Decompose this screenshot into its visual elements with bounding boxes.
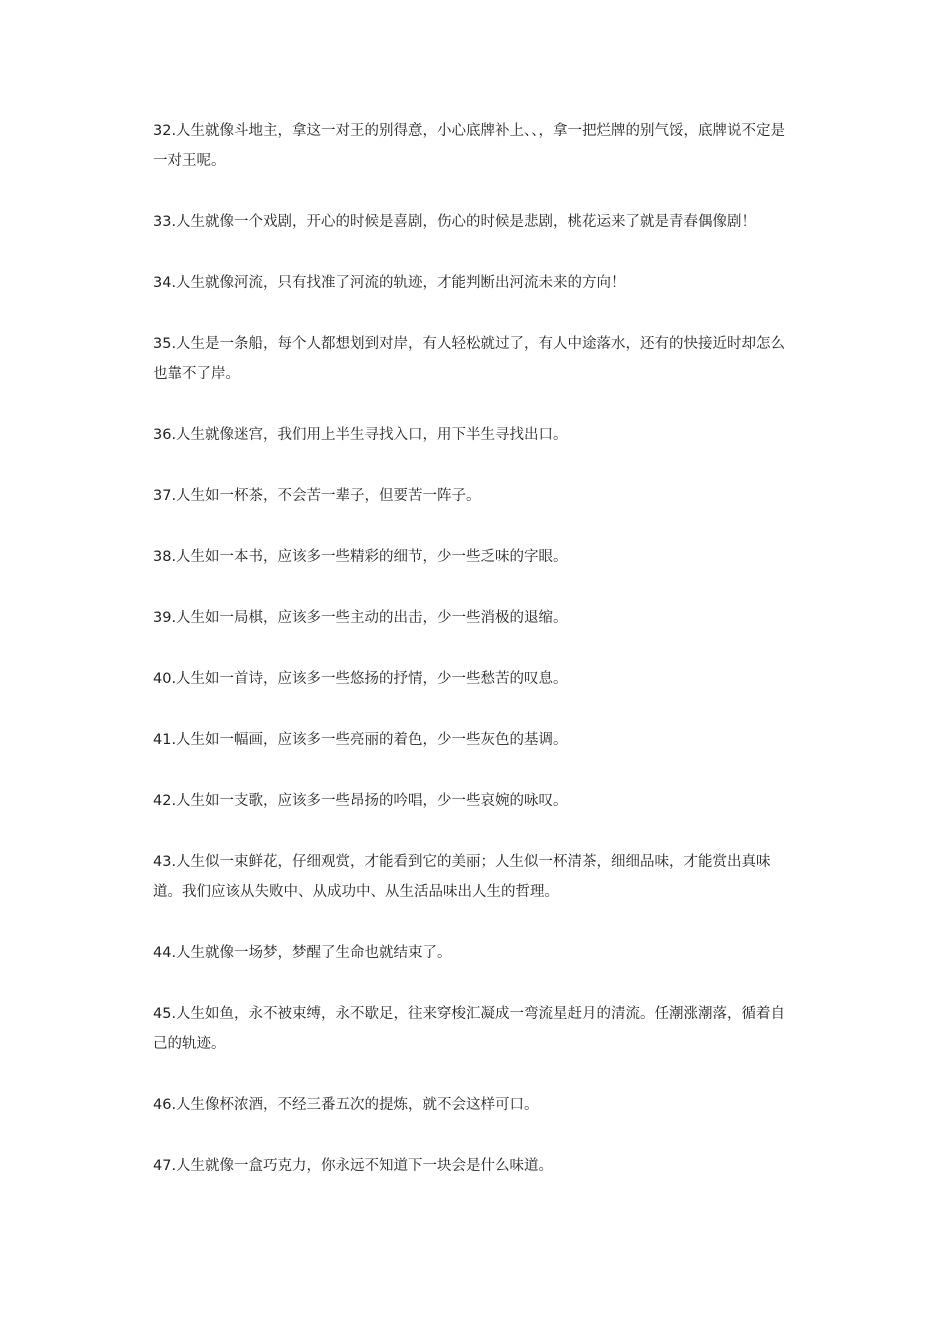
paragraph-34: 34.人生就像河流，只有找准了河流的轨迹，才能判断出河流未来的方向！ xyxy=(153,275,626,291)
paragraph-41: 41.人生如一幅画，应该多一些亮丽的着色，少一些灰色的基调。 xyxy=(153,732,568,748)
document-body xyxy=(153,116,799,1212)
paragraph-39: 39.人生如一局棋，应该多一些主动的出击，少一些消极的退缩。 xyxy=(153,610,568,626)
paragraph-47: 47.人生就像一盒巧克力，你永远不知道下一块会是什么味道。 xyxy=(153,1158,554,1174)
paragraph-35: 35.人生是一条船，每个人都想划到对岸，有人轻松就过了，有人中途落水，还有的快接近时却怎么也靠不了岸。 xyxy=(153,336,786,382)
paragraph-42: 42.人生如一支歌，应该多一些昂扬的吟唱，少一些哀婉的咏叹。 xyxy=(153,793,568,809)
paragraph-33: 33.人生就像一个戏剧，开心的时候是喜剧，伤心的时候是悲剧，桃花运来了就是青春偶像剧！ xyxy=(153,214,757,230)
paragraph-37: 37.人生如一杯茶，不会苦一辈子，但要苦一阵子。 xyxy=(153,488,481,504)
paragraph-38: 38.人生如一本书，应该多一些精彩的细节，少一些乏味的字眼。 xyxy=(153,549,568,565)
paragraph-45: 45.人生如鱼，永不被束缚，永不歇足，往来穿梭汇凝成一弯流星赶月的清流。任潮涨潮落，循着自己的轨迹。 xyxy=(153,1006,786,1052)
paragraph-36: 36.人生就像迷宫，我们用上半生寻找入口，用下半生寻找出口。 xyxy=(153,427,568,443)
paragraph-40: 40.人生如一首诗，应该多一些悠扬的抒情，少一些愁苦的叹息。 xyxy=(153,671,568,687)
paragraph-43: 43.人生似一束鲜花，仔细观赏，才能看到它的美丽；人生似一杯清茶，细细品味，才能赏出真味道。我们应该从失败中、从成功中、从生活品味出人生的哲理。 xyxy=(153,854,771,900)
paragraph-44: 44.人生就像一场梦，梦醒了生命也就结束了。 xyxy=(153,945,452,961)
paragraph-32: 32.人生就像斗地主，拿这一对王的别得意，小心底牌补上、、，拿一把烂牌的别气馁，底牌说不定是一对王呢。 xyxy=(153,123,786,169)
paragraph-46: 46.人生像杯浓酒，不经三番五次的提炼，就不会这样可口。 xyxy=(153,1097,539,1113)
